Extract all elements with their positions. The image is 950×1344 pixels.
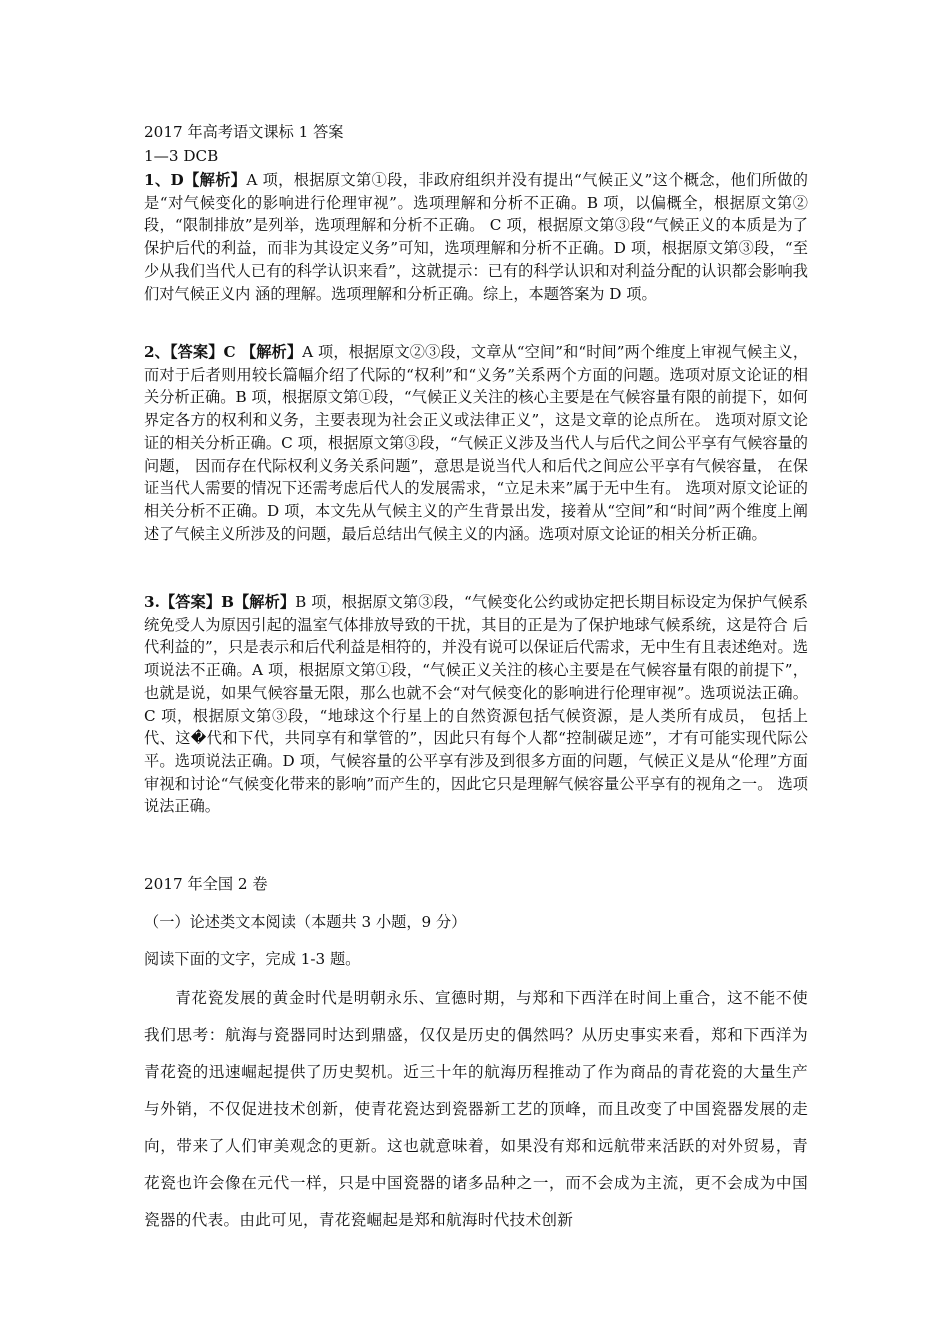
answer-summary: 1—3 DCB	[144, 147, 219, 165]
q2-explanation	[144, 341, 808, 545]
section2-title: 2017 年全国 2 卷	[144, 875, 268, 893]
q2-body: A 项，根据原文②③段，文章从“空间”和“时间”两个维度上审视气候主义，而对于后者则用较长篇幅介绍了代际的“权利”和“义务”关系两个方面的问题。选项对原文论证的相关分析正确。B 项，根据原文第①段，“气候正义关注的核心主要是在气候容量有限的前提下，如何界定各方的权利和义务，主要表现为社会正义或法律正义”，这是文章的论点所在。 选项对原文论证的相关分析正确。C 项，根据原文第③段，“气候正义涉及当代人与后代之间公平享有气候容量的问题， 因而存在代际权利义务关系问题”，意思是说当代人和后代之间应公平享有气候容量， 在保证当代人需要的情况下还需考虑后代人的发展需求，“立足未来”属于无中生有。 选项对原文论证的相关分析不正确。D 项，本文先从气候主义的产生背景出发，接着从“空间”和“时间”两个维度上阐述了气候主义所涉及的问题，最后总结出气候主义的内涵。选项对原文论证的相关分析正确。	[144, 343, 809, 543]
section2-subtitle: （一）论述类文本阅读（本题共 3 小题，9 分）	[144, 913, 467, 931]
reading-passage: 青花瓷发展的黄金时代是明朝永乐、宣德时期，与郑和下西洋在时间上重合，这不能不使我们思考：航海与瓷器同时达到鼎盛，仅仅是历史的偶然吗？从历史事实来看，郑和下西洋为青花瓷的迅速崛起提供了历史契机。近三十年的航海历程推动了作为商品的青花瓷的大量生产与外销，不仅促进技术创新，使青花瓷达到瓷器新工艺的顶峰，而且改变了中国瓷器发展的走向，带来了人们审美观念的更新。这也就意味着，如果没有郑和远航带来活跃的对外贸易，青花瓷也许会像在元代一样，只是中国瓷器的诸多品种之一，而不会成为主流，更不会成为中国瓷器的代表。由此可见，青花瓷崛起是郑和航海时代技术创新	[144, 989, 808, 1229]
q3-lead: 3.【答案】B【解析】	[144, 593, 296, 611]
section2-instruction: 阅读下面的文字，完成 1-3 题。	[144, 950, 361, 968]
q3-body: B 项，根据原文第③段，“气候变化公约或协定把长期目标设定为保护气候系统免受人为原因引起的温室气体排放导致的干扰，其目的正是为了保护地球气候系统，这是符合 后代利益的”，只是表示和后代利益是相符的，并没有说可以保证后代需求，无中生有且表述绝对。选项说法不正确。A 项，根据原文第①段，“气候正义关注的核心主要是在气候容量有限的前提下”，也就是说，如果气候容量无限，那么也就不会“对气候变化的影响进行伦理审视”。选项说法正确。C 项，根据原文第③段，“地球这个行星上的自然资源包括气候资源，是人类所有成员， 包括上代、这�代和下代，共同享有和掌管的”，因此只有每个人都“控制碳足迹”，才有可能实现代际公平。选项说法正确。D 项，气候容量的公平享有涉及到很多方面的问题，气候正义是从“伦理”方面审视和讨论“气候变化带来的影响”而产生的，因此它只是理解气候容量公平享有的视角之一。 选项说法正确。	[144, 593, 808, 816]
q1-body: A 项，根据原文第①段，非政府组织并没有提出“气候正义”这个概念，他们所做的是“对气候变化的影响进行伦理审视”。选项理解和分析不正确。B 项，以偏概全，根据原文第②段，“限制排放”是列举，选项理解和分析不正确。 C 项，根据原文第③段“气候正义的本质是为了保护后代的利益，而非为其设定义务”可知，选项理解和分析不正确。D 项，根据原文第③段，“至少从我们当代人已有的科学认识来看”，这就提示：已有的科学认识和对利益分配的认识都会影响我们对气候正义内 涵的理解。选项理解和分析正确。综上，本题答案为 D 项。	[144, 171, 808, 303]
q3-explanation	[144, 591, 808, 818]
q1-explanation	[144, 169, 808, 305]
q1-lead: 1、D【解析】	[144, 171, 247, 189]
doc-title: 2017 年高考语文课标 1 答案	[144, 123, 344, 141]
q2-lead: 2、【答案】C 【解析】	[144, 343, 303, 361]
